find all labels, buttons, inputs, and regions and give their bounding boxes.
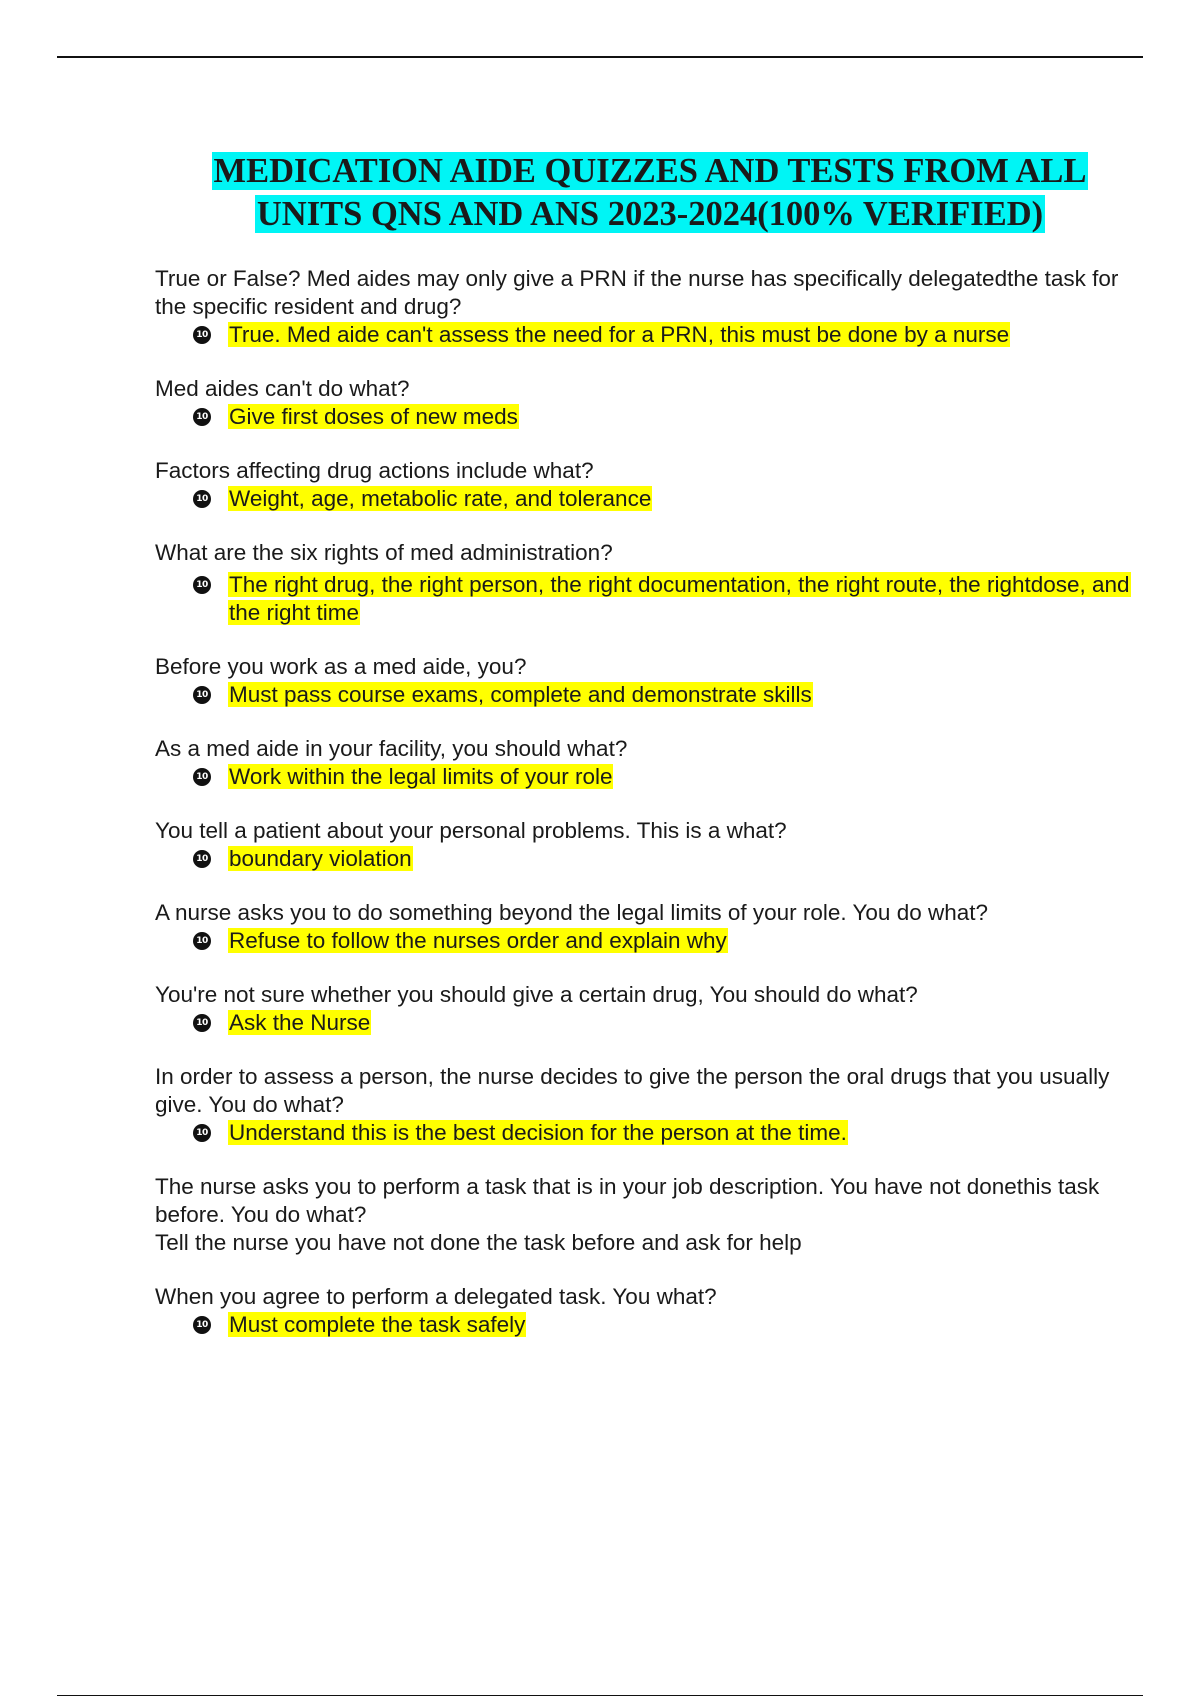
answer-text: Work within the legal limits of your role [229,764,613,789]
bottom-rule [57,1695,1143,1696]
numbered-bullet-icon: 10 [193,490,211,508]
answer-text-plain: Tell the nurse you have not done the task before and ask for help [155,1230,802,1255]
answer-text: Refuse to follow the nurses order and explain why [229,928,727,953]
question-text: In order to assess a person, the nurse decides to give the person the oral drugs that you usually give. You do what? [155,1064,1110,1117]
question-text: As a med aide in your facility, you should what? [155,736,628,761]
answer [155,927,1145,955]
answer [155,1311,1145,1339]
question-text: What are the six rights of med administration? [155,540,613,565]
answer [155,845,1145,873]
qa-item [155,265,1145,349]
numbered-bullet-icon: 10 [193,576,211,594]
numbered-bullet-icon: 10 [193,686,211,704]
question-text: Before you work as a med aide, you? [155,654,527,679]
numbered-bullet-icon: 10 [193,408,211,426]
question-text: True or False? Med aides may only give a PRN if the nurse has specifically delegatedthe task for the specific resident and drug? [155,266,1119,319]
answer-text: Understand this is the best decision for the person at the time. [229,1120,847,1145]
answer [155,1119,1145,1147]
answer-text: Must pass course exams, complete and demonstrate skills [229,682,812,707]
qa-item [155,1063,1145,1147]
question-text: A nurse asks you to do something beyond the legal limits of your role. You do what? [155,900,989,925]
answer-text: True. Med aide can't assess the need for a PRN, this must be done by a nurse [229,322,1010,347]
qa-item [155,539,1145,627]
qa-list [155,265,1145,1365]
title-line-1: MEDICATION AIDE QUIZZES AND TESTS FROM ALL [213,152,1087,190]
numbered-bullet-icon: 10 [193,932,211,950]
answer [155,763,1145,791]
question-text: Med aides can't do what? [155,376,410,401]
answer-text: Ask the Nurse [229,1010,371,1035]
qa-item [155,1173,1145,1257]
answer [155,485,1145,513]
numbered-bullet-icon: 10 [193,768,211,786]
answer [155,1009,1145,1037]
numbered-bullet-icon: 10 [193,1014,211,1032]
answer [155,403,1145,431]
answer-text: Weight, age, metabolic rate, and tolerance [229,486,652,511]
answer [155,681,1145,709]
answer-text: Give first doses of new meds [229,404,518,429]
qa-item [155,375,1145,431]
numbered-bullet-icon: 10 [193,326,211,344]
qa-item [155,735,1145,791]
qa-item [155,457,1145,513]
qa-item [155,1283,1145,1339]
answer-text: Must complete the task safely [229,1312,526,1337]
answer-text: The right drug, the right person, the right documentation, the right route, the rightdose, and the right time [229,572,1130,625]
document-title [150,150,1150,236]
answer [155,571,1145,627]
answer-text: boundary violation [229,846,412,871]
numbered-bullet-icon: 10 [193,850,211,868]
question-text: You tell a patient about your personal problems. This is a what? [155,818,787,843]
question-text: You're not sure whether you should give a certain drug, You should do what? [155,982,918,1007]
question-text: When you agree to perform a delegated task. You what? [155,1284,717,1309]
answer [155,321,1145,349]
qa-item [155,653,1145,709]
numbered-bullet-icon: 10 [193,1124,211,1142]
qa-item [155,817,1145,873]
numbered-bullet-icon: 10 [193,1316,211,1334]
qa-item [155,899,1145,955]
qa-item [155,981,1145,1037]
top-rule [57,56,1143,58]
question-text: Factors affecting drug actions include what? [155,458,594,483]
title-line-2: UNITS QNS AND ANS 2023-2024(100% VERIFIED) [256,195,1044,233]
question-text: The nurse asks you to perform a task that is in your job description. You have not donethis task before. You do what? [155,1174,1100,1227]
